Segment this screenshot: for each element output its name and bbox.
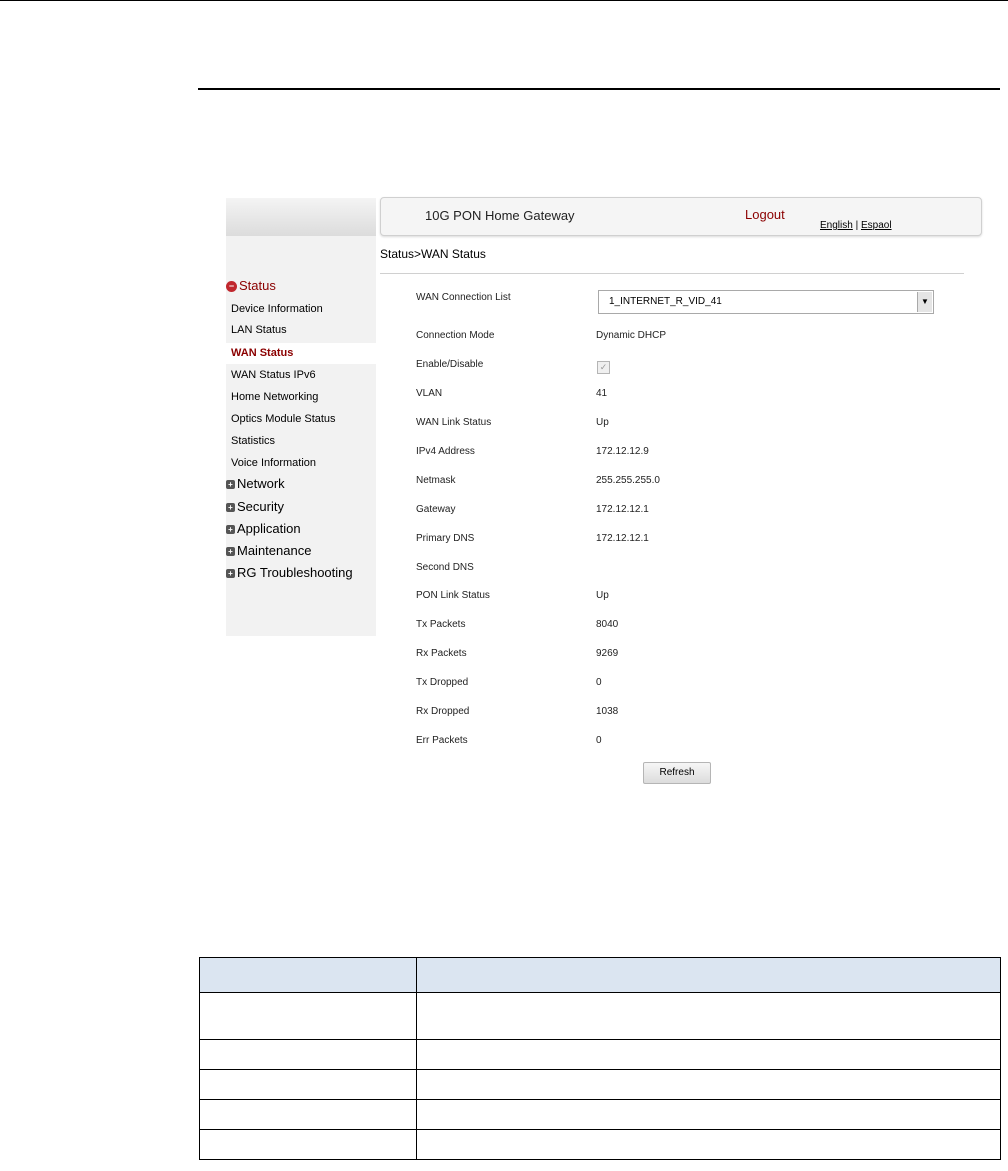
sidebar-category-label: Status bbox=[239, 278, 276, 293]
sidebar-category-maintenance[interactable] bbox=[226, 541, 311, 561]
document-rule bbox=[198, 88, 1000, 90]
sidebar-item-device-information[interactable]: Device Information bbox=[231, 303, 323, 315]
english-link[interactable]: English bbox=[820, 220, 853, 231]
sidebar-item-statistics[interactable]: Statistics bbox=[231, 435, 276, 447]
sidebar-category-application[interactable] bbox=[226, 519, 301, 539]
table-cell bbox=[417, 1040, 1001, 1070]
sidebar-category-status[interactable] bbox=[226, 276, 276, 296]
field-label: Tx Packets bbox=[416, 619, 466, 630]
table-header-cell bbox=[200, 958, 417, 993]
refresh-button[interactable]: Refresh bbox=[643, 762, 711, 784]
table-cell bbox=[417, 1070, 1001, 1100]
table-cell bbox=[200, 1040, 417, 1070]
field-label: Tx Dropped bbox=[416, 677, 469, 688]
table-cell bbox=[200, 1070, 417, 1100]
sidebar-item-home-networking[interactable]: Home Networking bbox=[231, 391, 319, 403]
collapse-icon: − bbox=[226, 281, 237, 292]
connection-list-label: WAN Connection List bbox=[416, 292, 511, 303]
table-row bbox=[200, 1070, 1001, 1100]
sidebar-category-label: Application bbox=[237, 521, 301, 536]
sidebar-item-lan-status[interactable]: LAN Status bbox=[231, 324, 287, 336]
language-separator: | bbox=[855, 220, 859, 231]
sidebar-category-security[interactable] bbox=[226, 497, 284, 517]
field-label: Second DNS bbox=[416, 562, 474, 573]
table-cell bbox=[417, 1100, 1001, 1130]
sidebar-item-wan-status[interactable]: WAN Status bbox=[231, 347, 294, 359]
field-label: PON Link Status bbox=[416, 590, 490, 601]
field-value: Dynamic DHCP bbox=[596, 330, 667, 341]
language-switcher bbox=[820, 220, 892, 231]
table-header-cell bbox=[417, 958, 1001, 993]
field-value: 8040 bbox=[596, 619, 619, 630]
field-value: 9269 bbox=[596, 648, 619, 659]
document-table bbox=[199, 957, 1001, 1160]
expand-icon: + bbox=[226, 569, 235, 578]
check-icon: ✓ bbox=[599, 362, 608, 372]
field-value: Up bbox=[596, 417, 609, 428]
sidebar-item-optics-module-status[interactable]: Optics Module Status bbox=[231, 413, 336, 425]
field-label: Rx Dropped bbox=[416, 706, 470, 717]
wan-connection-select-value: 1_INTERNET_R_VID_41 bbox=[609, 296, 722, 307]
breadcrumb-divider bbox=[380, 273, 964, 274]
expand-icon: + bbox=[226, 547, 235, 556]
enable-checkbox[interactable] bbox=[597, 361, 610, 374]
sidebar-category-label: Network bbox=[237, 476, 285, 491]
table-cell bbox=[200, 1130, 417, 1160]
logout-link[interactable]: Logout bbox=[745, 207, 785, 222]
table-cell bbox=[200, 1100, 417, 1130]
sidebar-category-network[interactable] bbox=[226, 474, 285, 494]
field-label: Gateway bbox=[416, 504, 456, 515]
table-header-row bbox=[200, 958, 1001, 993]
app-title: 10G PON Home Gateway bbox=[425, 208, 575, 223]
expand-icon: + bbox=[226, 525, 235, 534]
field-label: Rx Packets bbox=[416, 648, 467, 659]
field-value: 0 bbox=[596, 677, 602, 688]
sidebar-category-rg-troubleshooting[interactable] bbox=[226, 563, 353, 583]
breadcrumb: Status>WAN Status bbox=[380, 247, 486, 261]
field-value: 172.12.12.9 bbox=[596, 446, 649, 457]
field-value: 255.255.255.0 bbox=[596, 475, 660, 486]
field-label: WAN Link Status bbox=[416, 417, 492, 428]
field-value: 0 bbox=[596, 735, 602, 746]
wan-connection-select[interactable] bbox=[598, 290, 934, 314]
field-value: 172.12.12.1 bbox=[596, 533, 649, 544]
field-value: 172.12.12.1 bbox=[596, 504, 649, 515]
table-row bbox=[200, 993, 1001, 1040]
field-label: Primary DNS bbox=[416, 533, 475, 544]
table-row bbox=[200, 1130, 1001, 1160]
sidebar-item-wan-status-ipv6[interactable]: WAN Status IPv6 bbox=[231, 369, 316, 381]
field-label: Err Packets bbox=[416, 735, 468, 746]
field-value: 41 bbox=[596, 388, 608, 399]
top-rule bbox=[0, 0, 1008, 1]
espanol-link[interactable]: Espaol bbox=[860, 220, 892, 231]
sidebar-category-label: Maintenance bbox=[237, 543, 312, 558]
table-cell bbox=[417, 993, 1001, 1040]
table-row bbox=[200, 1100, 1001, 1130]
expand-icon: + bbox=[226, 503, 235, 512]
field-value: Up bbox=[596, 590, 609, 601]
field-label: IPv4 Address bbox=[416, 446, 475, 457]
chevron-down-icon[interactable]: ▼ bbox=[917, 292, 932, 312]
expand-icon: + bbox=[226, 480, 235, 489]
sidebar-item-voice-information[interactable]: Voice Information bbox=[231, 457, 316, 469]
sidebar-category-label: RG Troubleshooting bbox=[237, 565, 353, 580]
sidebar-header bbox=[226, 198, 376, 236]
enable-label: Enable/Disable bbox=[416, 359, 484, 370]
field-label: Netmask bbox=[416, 475, 456, 486]
table-row bbox=[200, 1040, 1001, 1070]
field-value: 1038 bbox=[596, 706, 619, 717]
field-label: Connection Mode bbox=[416, 330, 495, 341]
table-cell bbox=[200, 993, 417, 1040]
field-label: VLAN bbox=[416, 388, 443, 399]
table-cell bbox=[417, 1130, 1001, 1160]
sidebar-category-label: Security bbox=[237, 499, 284, 514]
